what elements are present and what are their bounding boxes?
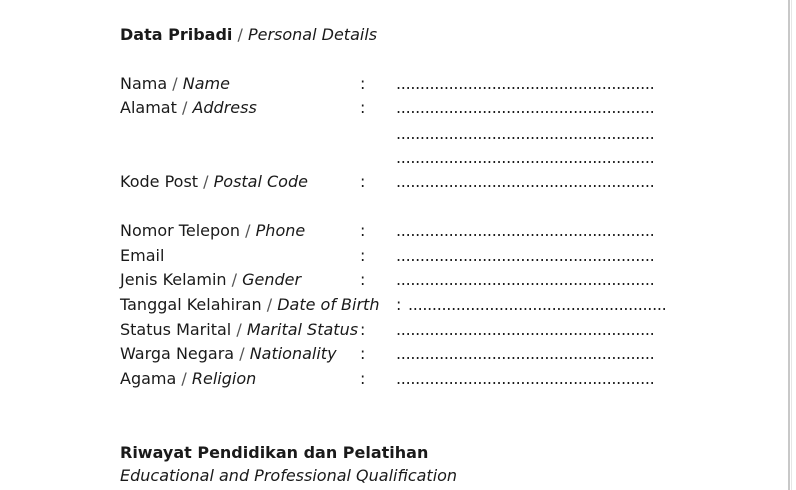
field-colon: :: [360, 344, 366, 363]
field-marital: [120, 319, 680, 341]
field-colon: :: [360, 369, 366, 388]
marital-blank[interactable]: ......................................................: [396, 320, 655, 339]
field-colon: :: [360, 320, 366, 339]
personal-details-heading: [120, 25, 377, 45]
field-nationality: [120, 343, 680, 365]
field-label: Jenis Kelamin / Gender: [120, 270, 302, 289]
field-colon: :: [360, 172, 366, 191]
field-label: Tanggal Kelahiran / Date of Birth: [120, 295, 380, 314]
religion-blank[interactable]: ......................................................: [396, 369, 655, 388]
field-label: Nama / Name: [120, 74, 230, 93]
address-line3-blank[interactable]: ......................................................: [396, 148, 655, 167]
heading-en: Personal Details: [247, 25, 378, 44]
field-colon: :: [360, 221, 366, 240]
address-blank[interactable]: ......................................................: [396, 98, 655, 117]
field-address: [120, 97, 680, 119]
field-colon: :: [360, 98, 366, 117]
field-postal-code: [120, 171, 680, 193]
field-label: Status Marital / Marital Status: [120, 320, 359, 339]
field-label: Alamat / Address: [120, 98, 257, 117]
address-line2-blank[interactable]: ......................................................: [396, 124, 655, 143]
field-colon: :: [360, 74, 366, 93]
education-heading: [120, 443, 428, 463]
page-edge: [788, 0, 790, 490]
field-label: Kode Post / Postal Code: [120, 172, 308, 191]
field-label: Warga Negara / Nationality: [120, 344, 337, 363]
field-address-line3: [120, 147, 680, 169]
field-address-line2: [120, 123, 680, 145]
field-religion: [120, 368, 680, 390]
field-name: [120, 73, 680, 95]
field-birth-date: [120, 294, 680, 316]
field-colon: :: [360, 246, 366, 265]
field-label: Nomor Telepon / Phone: [120, 221, 306, 240]
field-gender: [120, 269, 680, 291]
field-colon: :: [360, 270, 366, 289]
heading-separator: /: [237, 25, 243, 44]
name-blank[interactable]: ......................................................: [396, 74, 655, 93]
field-email: [120, 245, 680, 267]
phone-blank[interactable]: ......................................................: [396, 221, 655, 240]
field-label: Agama / Religion: [120, 369, 257, 388]
birth-date-blank[interactable]: ......................................................: [408, 295, 667, 314]
education-heading-id: Riwayat Pendidikan dan Pelatihan: [120, 443, 429, 462]
field-label: Email: [120, 246, 165, 265]
postal-code-blank[interactable]: ......................................................: [396, 172, 655, 191]
field-colon: :: [396, 295, 402, 314]
gender-blank[interactable]: ......................................................: [396, 270, 655, 289]
email-blank[interactable]: ......................................................: [396, 246, 655, 265]
education-heading-en: Educational and Professional Qualification: [120, 466, 458, 485]
heading-id: Data Pribadi: [120, 25, 233, 44]
nationality-blank[interactable]: ......................................................: [396, 344, 655, 363]
field-phone: [120, 220, 680, 242]
